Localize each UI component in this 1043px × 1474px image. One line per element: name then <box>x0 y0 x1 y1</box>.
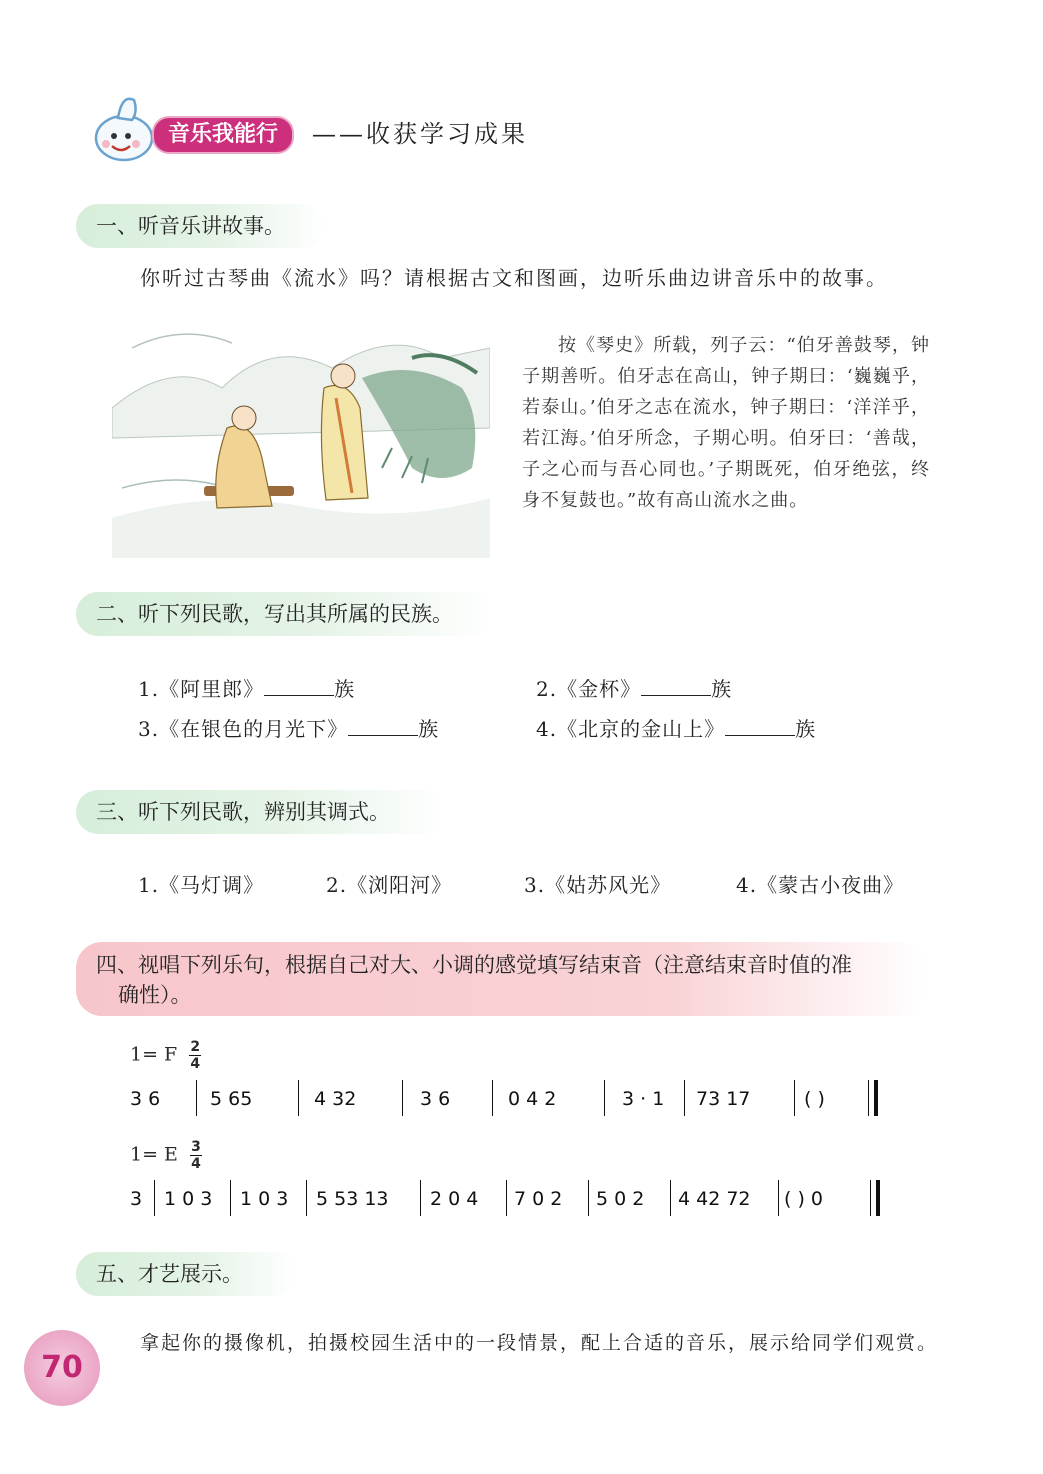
section-1-prompt: 你听过古琴曲《流水》吗？请根据古文和图画，边听乐曲边讲音乐中的故事。 <box>140 266 888 290</box>
question-item <box>138 713 439 742</box>
phrase-1-notation <box>128 1080 898 1120</box>
section-4-title-line1: 四、视唱下列乐句，根据自己对大、小调的感觉填写结束音（注意结束音时值的准 <box>96 953 852 977</box>
item-suffix: 族 <box>795 717 817 741</box>
answer-blank[interactable] <box>264 677 334 696</box>
section-5-title: 五、才艺展示。 <box>76 1252 296 1296</box>
header-subtitle: ——收获学习成果 <box>312 120 528 148</box>
page-number: 70 <box>24 1330 100 1406</box>
bar-line <box>492 1080 493 1116</box>
measure: 5 0 2 <box>596 1188 645 1210</box>
section-badge: 音乐我能行 <box>152 116 294 154</box>
bar-line <box>506 1180 507 1216</box>
bar-line <box>154 1180 155 1216</box>
measure: 4 42 72 <box>678 1188 751 1210</box>
time-signature: $\frac{3}{4}$ <box>191 1139 201 1172</box>
mode-item: 4.《蒙古小夜曲》 <box>736 873 905 897</box>
item-label: 3.《在银色的月光下》 <box>138 717 349 741</box>
item-label: 2.《金杯》 <box>536 677 642 701</box>
measure: 4 32 <box>314 1088 357 1110</box>
guqin-story-illustration <box>112 318 490 558</box>
bar-line <box>794 1080 795 1116</box>
section-2-title: 二、听下列民歌，写出其所属的民族。 <box>76 592 496 636</box>
section-5-prompt: 拿起你的摄像机，拍摄校园生活中的一段情景，配上合适的音乐，展示给同学们观赏。 <box>140 1332 939 1354</box>
measure: 1 0 3 <box>240 1188 289 1210</box>
phrase-2-notation <box>128 1180 898 1220</box>
section-3-title: 三、听下列民歌，辨别其调式。 <box>76 790 446 834</box>
mode-item: 1.《马灯调》 <box>138 873 265 897</box>
bar-line <box>402 1080 403 1116</box>
item-suffix: 族 <box>334 677 356 701</box>
answer-blank[interactable] <box>641 677 711 696</box>
bar-line <box>298 1080 299 1116</box>
item-suffix: 族 <box>418 717 440 741</box>
answer-slot[interactable]: ( ) <box>804 1088 825 1110</box>
measure: 5 65 <box>210 1088 253 1110</box>
story-text: 按《琴史》所载，列子云：“伯牙善鼓琴，钟子期善听。伯牙志在高山，钟子期曰：‘巍巍乎，若泰山。’伯牙之志在流水，钟子期曰：‘洋洋乎，若江海。’伯牙所念，子期心明。伯牙曰：‘善哉，子之心而与吾心同也。’子期既死，伯牙绝弦，终身不复鼓也。”故有高山流水之曲。 <box>522 335 930 511</box>
measure: 73 17 <box>696 1088 751 1110</box>
bar-line <box>420 1180 421 1216</box>
section-4-title <box>76 942 926 1016</box>
final-bar-line <box>870 1180 871 1216</box>
mode-item: 3.《姑苏风光》 <box>524 873 672 897</box>
answer-blank[interactable] <box>348 717 418 736</box>
item-label: 4.《北京的金山上》 <box>536 717 726 741</box>
section-4-title-line2: 确性）。 <box>118 983 192 1007</box>
phrase-1-key: 1= F $\frac{2}{4}$ <box>130 1039 201 1072</box>
final-bar-line-thick <box>876 1180 880 1216</box>
bar-line <box>230 1180 231 1216</box>
measure: 1 0 3 <box>164 1188 213 1210</box>
time-signature: $\frac{2}{4}$ <box>190 1039 201 1072</box>
measure: 5 53 13 <box>316 1188 389 1210</box>
bar-line <box>588 1180 589 1216</box>
mode-item: 2.《浏阳河》 <box>326 873 453 897</box>
question-item <box>536 673 732 702</box>
answer-slot[interactable]: ( ) 0 <box>784 1188 823 1210</box>
answer-blank[interactable] <box>725 717 795 736</box>
measure: 0 4 2 <box>508 1088 557 1110</box>
bar-line <box>670 1180 671 1216</box>
phrase-2-key: 1= E $\frac{3}{4}$ <box>130 1139 201 1172</box>
measure: 3 · 1 <box>622 1088 665 1110</box>
header-banner <box>88 92 608 172</box>
item-suffix: 族 <box>711 677 733 701</box>
final-bar-line-thick <box>874 1080 878 1116</box>
measure: 3 <box>130 1188 143 1210</box>
bar-line <box>604 1080 605 1116</box>
question-item <box>536 713 816 742</box>
measure: 7 0 2 <box>514 1188 563 1210</box>
final-bar-line <box>868 1080 869 1116</box>
bar-line <box>306 1180 307 1216</box>
bar-line <box>196 1080 197 1116</box>
section-1-title: 一、听音乐讲故事。 <box>76 204 326 248</box>
bar-line <box>684 1080 685 1116</box>
measure: 3 6 <box>130 1088 161 1110</box>
question-item <box>138 673 355 702</box>
measure: 3 6 <box>420 1088 451 1110</box>
item-label: 1.《阿里郎》 <box>138 677 265 701</box>
bar-line <box>778 1180 779 1216</box>
measure: 2 0 4 <box>430 1188 479 1210</box>
